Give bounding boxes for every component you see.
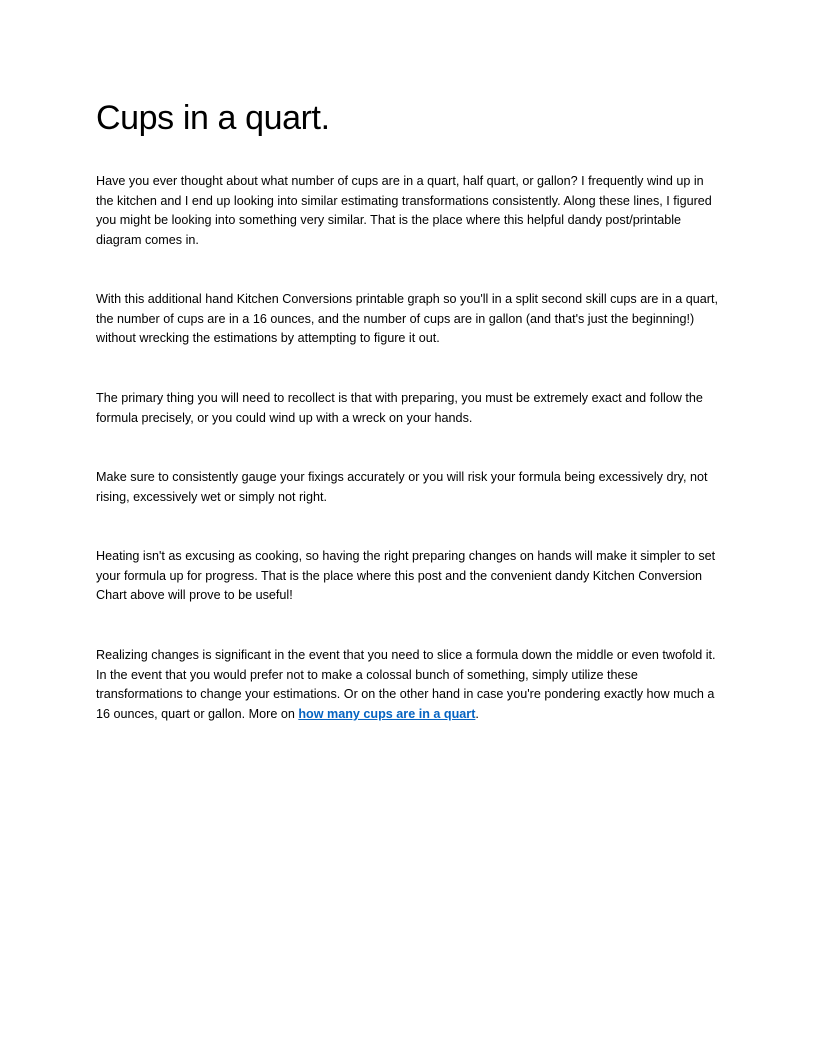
paragraph-6 bbox=[96, 646, 720, 724]
paragraph-1: Have you ever thought about what number of cups are in a quart, half quart, or gallon? I frequently wind up in the kitchen and I end up looking into similar estimating transformations consistently. Along these lines, I figured you might be looking into something very similar. That is the place where this helpful dandy post/printable diagram comes in. bbox=[96, 174, 712, 247]
paragraph-6-text: Realizing changes is significant in the event that you need to slice a formula down the middle or even twofold it. In the event that you would prefer not to make a colossal bunch of something, simply utilize these transformations to change your estimations. Or on the other hand in case you're pondering exactly how much a 16 ounces, quart or gallon. More on bbox=[96, 648, 716, 721]
page-title: Cups in a quart. bbox=[96, 99, 330, 137]
document-page bbox=[96, 96, 720, 721]
paragraph-4: Make sure to consistently gauge your fixings accurately or you will risk your formula being excessively dry, not rising, excessively wet or simply not right. bbox=[96, 470, 708, 504]
paragraph-3: The primary thing you will need to recollect is that with preparing, you must be extremely exact and follow the formula precisely, or you could wind up with a wreck on your hands. bbox=[96, 391, 703, 425]
paragraph-6-suffix: . bbox=[475, 706, 479, 721]
paragraph-5: Heating isn't as excusing as cooking, so having the right preparing changes on hands will make it simpler to set your formula up for progress. That is the place where this post and the convenient dandy Kitchen Conversion Chart above will prove to be useful! bbox=[96, 549, 716, 603]
paragraph-2: With this additional hand Kitchen Conversions printable graph so you'll in a split second skill cups are in a quart, the number of cups are in a 16 ounces, and the number of cups are in gallon (and that's just the beginning!) without wrecking the estimations by attempting to figure it out. bbox=[96, 292, 718, 346]
cups-in-quart-link[interactable]: how many cups are in a quart bbox=[298, 706, 476, 721]
